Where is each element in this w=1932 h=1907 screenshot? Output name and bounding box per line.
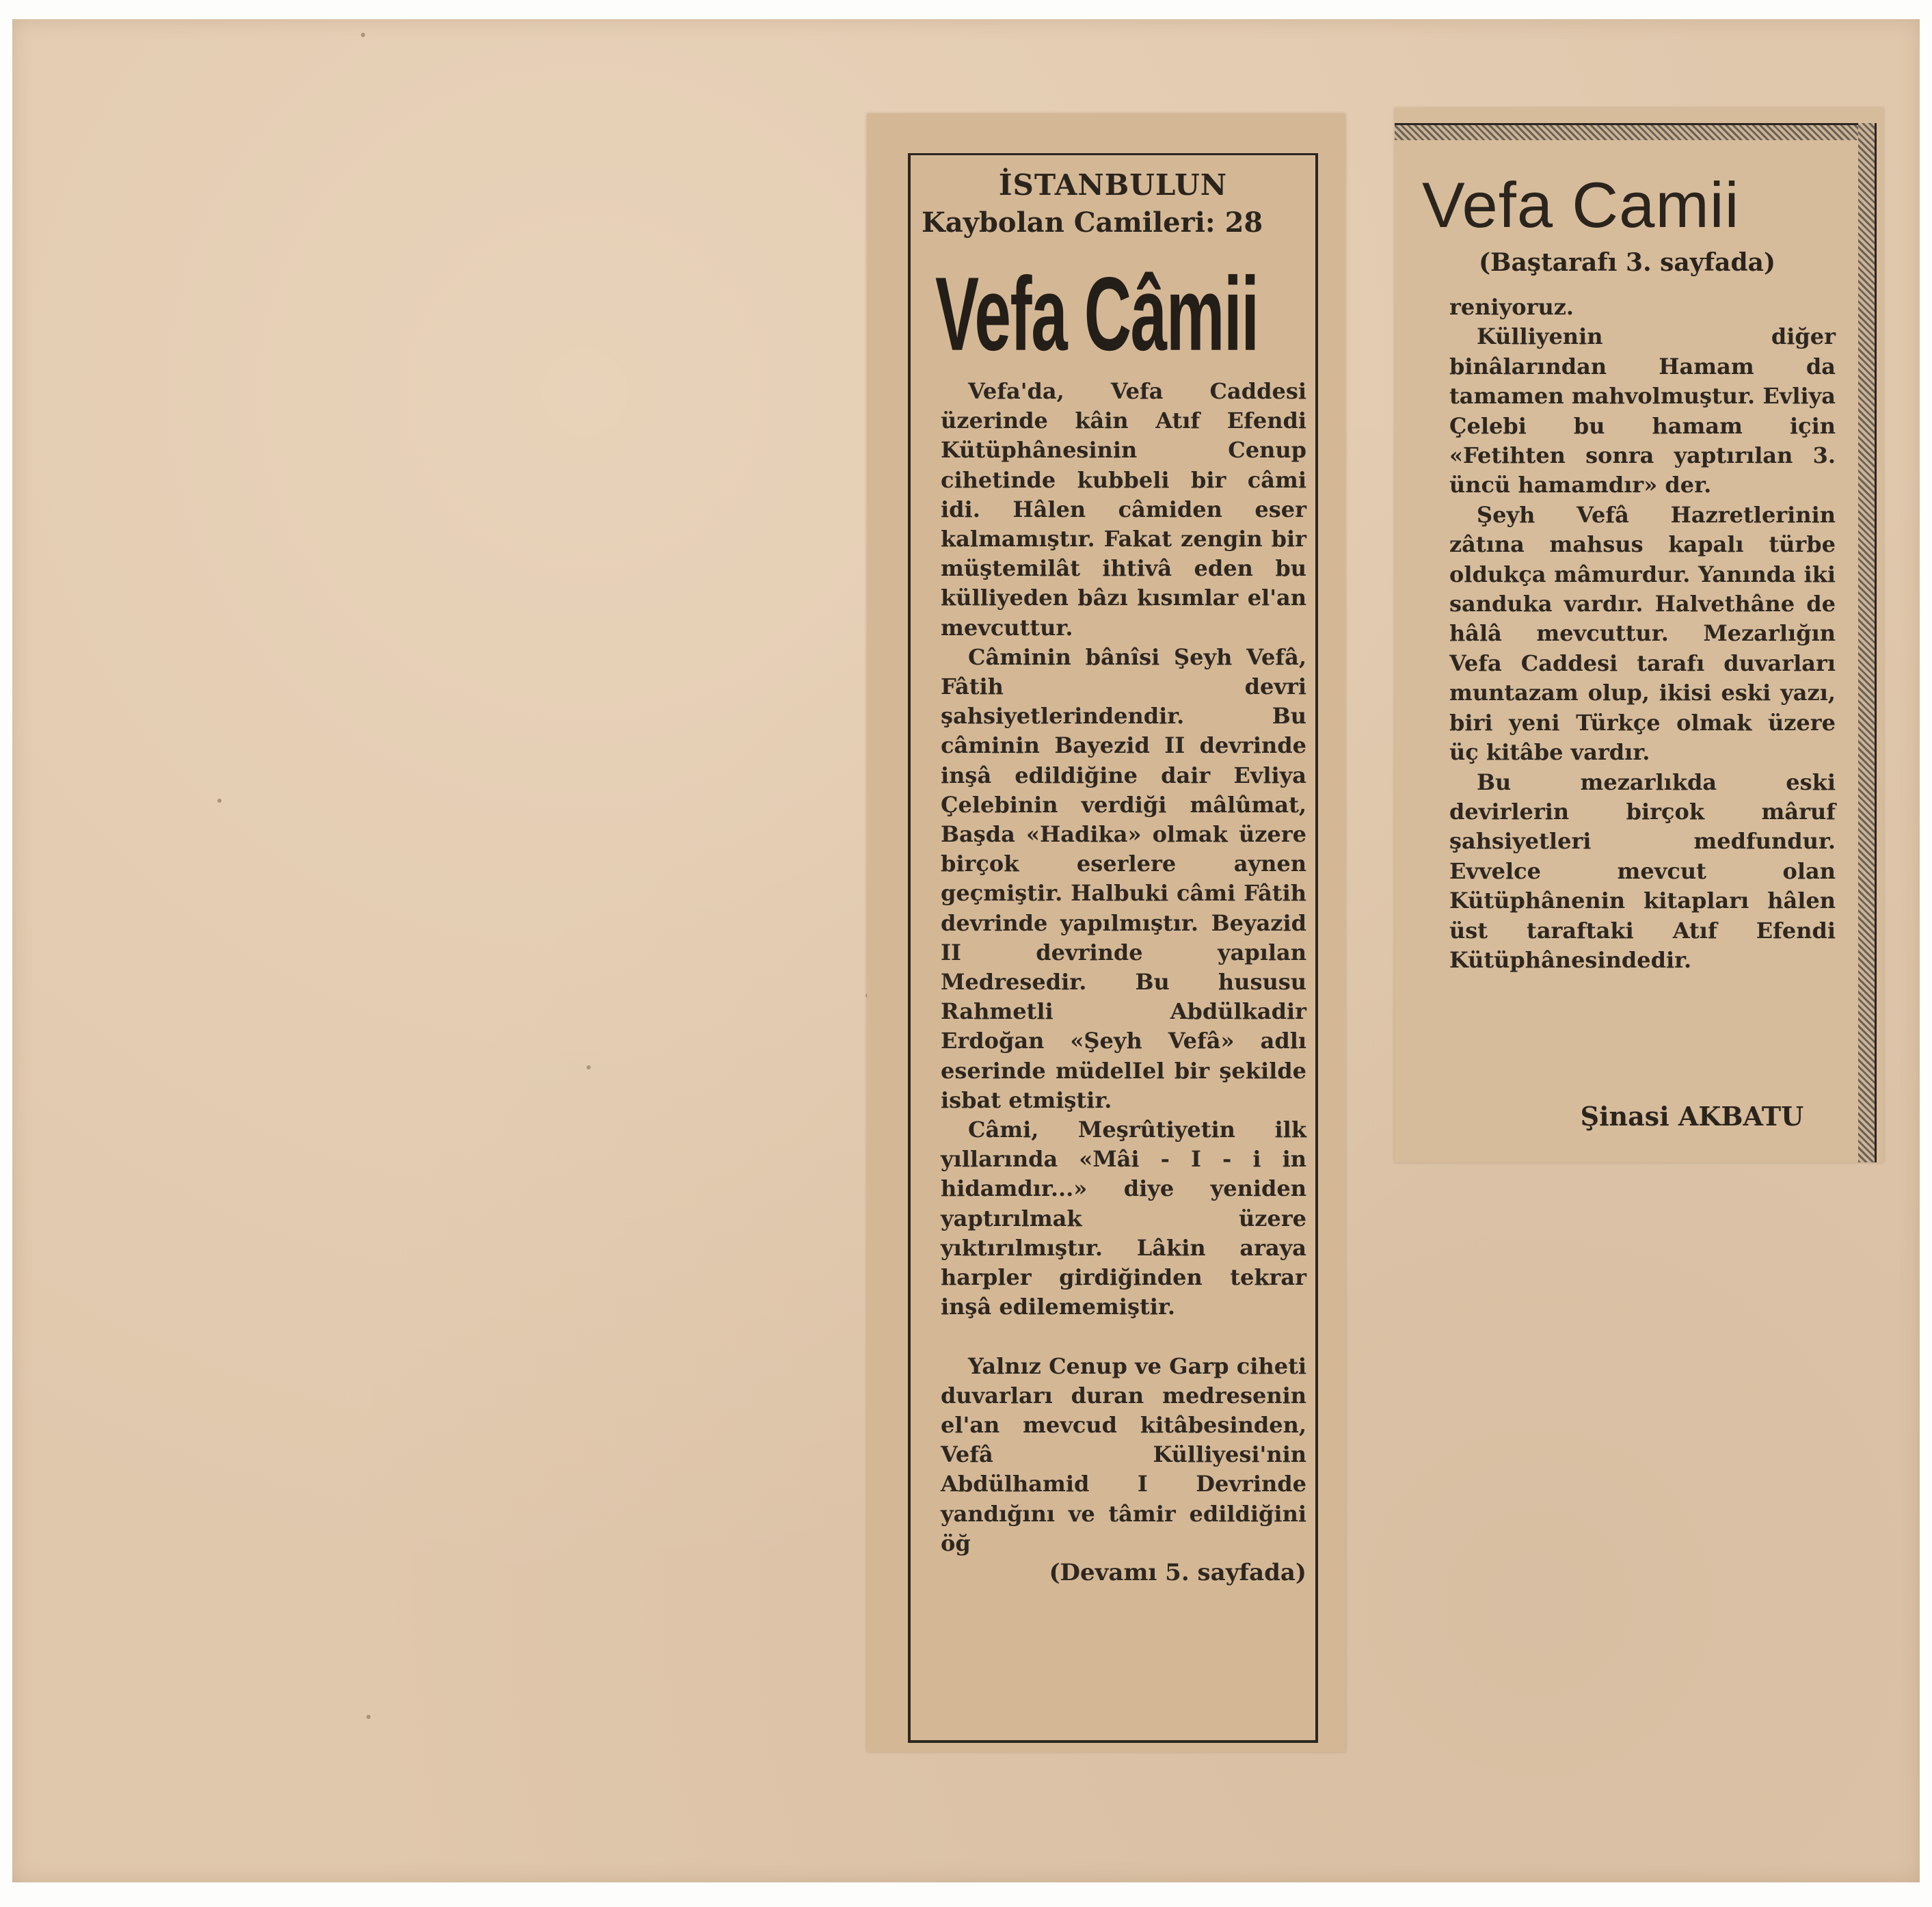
headline: Vefa Camii <box>1422 169 1740 241</box>
decorative-border-top <box>1395 123 1873 140</box>
article-paragraph: Külliyenin diğer binâlarından Hamam da tamamen mahvolmuştur. Evliya Çelebi bu hamam için «Fetihten sonra yaptırılan 3. üncü hamamdır» der. <box>1449 323 1836 498</box>
article-paragraph: Vefa'da, Vefa Caddesi üzerinde kâin Atıf Efendi Kütüphânesinin Cenup cihetinde kubbeli bir câmi idi. Hâlen câmiden eser kalmamıştır. Fakat zengin bir müştemilât ihtivâ eden bu külliyeden bâzı kısımlar el'an mevcuttur. <box>941 378 1306 641</box>
paper-speck <box>361 33 365 37</box>
paper-speck <box>366 1715 371 1719</box>
article-paragraph: Bu mezarlıkda eski devirlerin birçok mâruf şahsiyetleri medfundur. Evvelce mevcut olan Kütüphânenin kitapları hâlen üst taraftaki Atıf Efendi Kütüphânesindedir. <box>1449 769 1836 973</box>
paragraph-gap <box>941 1322 1306 1352</box>
article-paragraph: Yalnız Cenup ve Garp ciheti duvarları duran medresenin el'an mevcud kitâbesinden, Vefâ Külliyesi'nin Abdülhamid I Devrinde yandığını ve tâmir edildiğini öğ <box>941 1352 1306 1556</box>
decorative-border-right <box>1858 123 1877 1162</box>
newspaper-clipping-right <box>1395 108 1883 1162</box>
byline: Şinasi AKBATU <box>1580 1101 1804 1132</box>
article-paragraph: Câminin bânîsi Şeyh Vefâ, Fâtih devri şahsiyetlerindendir. Bu câminin Bayezid II devrinde inşâ edildiğine dair Evliya Çelebinin verdiği mâlûmat, Başda «Hadika» olmak üzere birçok eserlere aynen geçmiştir. Halbuki câmi Fâtih devrinde yapılmıştır. Beyazid II devrinde yapılan Medresedir. Bu hususu Rahmetli Abdülkadir Erdoğan «Şeyh Vefâ» adlı eserinde müdelIel bir şekilde isbat etmiştir. <box>941 643 1306 1113</box>
article-body <box>941 377 1306 1588</box>
article-paragraph: Câmi, Meşrûtiyetin ilk yıllarında «Mâi - I - i in hidamdır...» diye yeniden yaptırılmak üzere yıktırılmıştır. Lâkin araya harpler girdiğinden tekrar inşâ edilememiştir. <box>941 1117 1306 1320</box>
article-paragraph: reniyoruz. <box>1449 294 1574 320</box>
paper-speck <box>217 799 222 803</box>
article-body <box>1449 293 1836 975</box>
series-subtitle: Kaybolan Camileri: 28 <box>922 206 1263 239</box>
series-title: İSTANBULUN <box>998 168 1228 202</box>
paper-speck <box>587 1065 591 1069</box>
continued-from-note: (Baştarafı 3. sayfada) <box>1479 248 1775 277</box>
paper-sheet <box>12 19 1920 1882</box>
headline: Vefa Câmii <box>935 255 1259 373</box>
continued-note: (Devamı 5. sayfada) <box>1049 1558 1306 1586</box>
newspaper-clipping-left <box>867 114 1345 1752</box>
article-paragraph: Şeyh Vefâ Hazretlerinin zâtına mahsus kapalı türbe oldukça mâmurdur. Yanında iki sanduka vardır. Halvethâne de hâlâ mevcuttur. Mezarlığın Vefa Caddesi tarafı duvarları muntazam olup, ikisi eski yazı, biri yeni Türkçe olmak üzere üç kitâbe vardır. <box>1449 501 1836 766</box>
